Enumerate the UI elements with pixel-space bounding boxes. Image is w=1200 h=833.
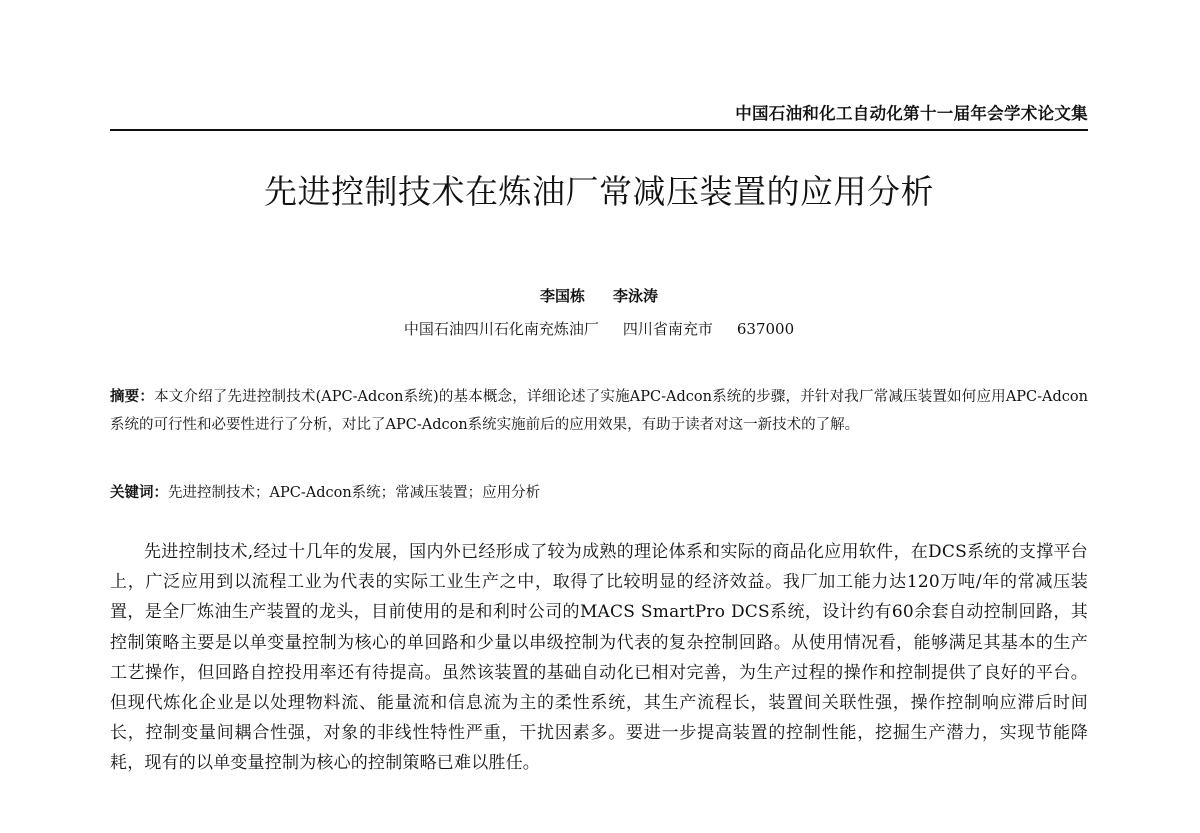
author-list [110, 285, 1088, 306]
keywords-label: 关键词： [110, 484, 168, 501]
author-name: 李泳涛 [613, 287, 659, 305]
keywords [110, 479, 1088, 507]
header-rule [110, 129, 1088, 131]
affiliation-organization: 中国石油四川石化南充炼油厂 [403, 320, 599, 338]
paper-title: 先进控制技术在炼油厂常减压装置的应用分析 [264, 172, 934, 211]
body-paragraph: 先进控制技术,经过十几年的发展，国内外已经形成了较为成熟的理论体系和实际的商品化应用软件，在DCS系统的支撑平台上，广泛应用到以流程工业为代表的实际工业生产之中，取得了比较明显的经济效益。我厂加工能力达120万吨/年的常减压装置，是全厂炼油生产装置的龙头，目前使用的是和利时公司的MACS SmartPro DCS系统，设计约有60余套自动控制回路，其控制策略主要是以单变量控制为核心的单回路和少量以串级控制为代表的复杂控制回路。从使用情况看，能够满足其基本的生产工艺操作，但回路自控投用率还有待提高。虽然该装置的基础自动化已相对完善，为生产过程的操作和控制提供了良好的平台。但现代炼化企业是以处理物料流、能量流和信息流为主的柔性系统，其生产流程长，装置间关联性强，操作控制响应滞后时间长，控制变量间耦合性强，对象的非线性特性严重，干扰因素多。要进一步提高装置的控制性能，挖掘生产潜力，实现节能降耗，现有的以单变量控制为核心的控制策略已难以胜任。 [110, 542, 1088, 774]
affiliation-location: 四川省南充市 [622, 320, 713, 338]
abstract-label: 摘要： [110, 388, 155, 405]
affiliation [110, 318, 1088, 339]
author-name: 李国栋 [539, 287, 585, 305]
affiliation-postcode: 637000 [736, 320, 795, 338]
abstract-text: 本文介绍了先进控制技术(APC-Adcon系统)的基本概念，详细论述了实施APC-Adcon系统的步骤，并针对我厂常减压装置如何应用APC-Adcon系统的可行性和必要性进行了分析，对比了APC-Adcon系统实施前后的应用效果，有助于读者对这一新技术的了解。 [110, 389, 1088, 433]
keywords-text: 先进控制技术；APC-Adcon系统；常减压装置；应用分析 [168, 485, 541, 501]
abstract [110, 383, 1088, 439]
running-header: 中国石油和化工自动化第十一届年会学术论文集 [735, 104, 1088, 123]
